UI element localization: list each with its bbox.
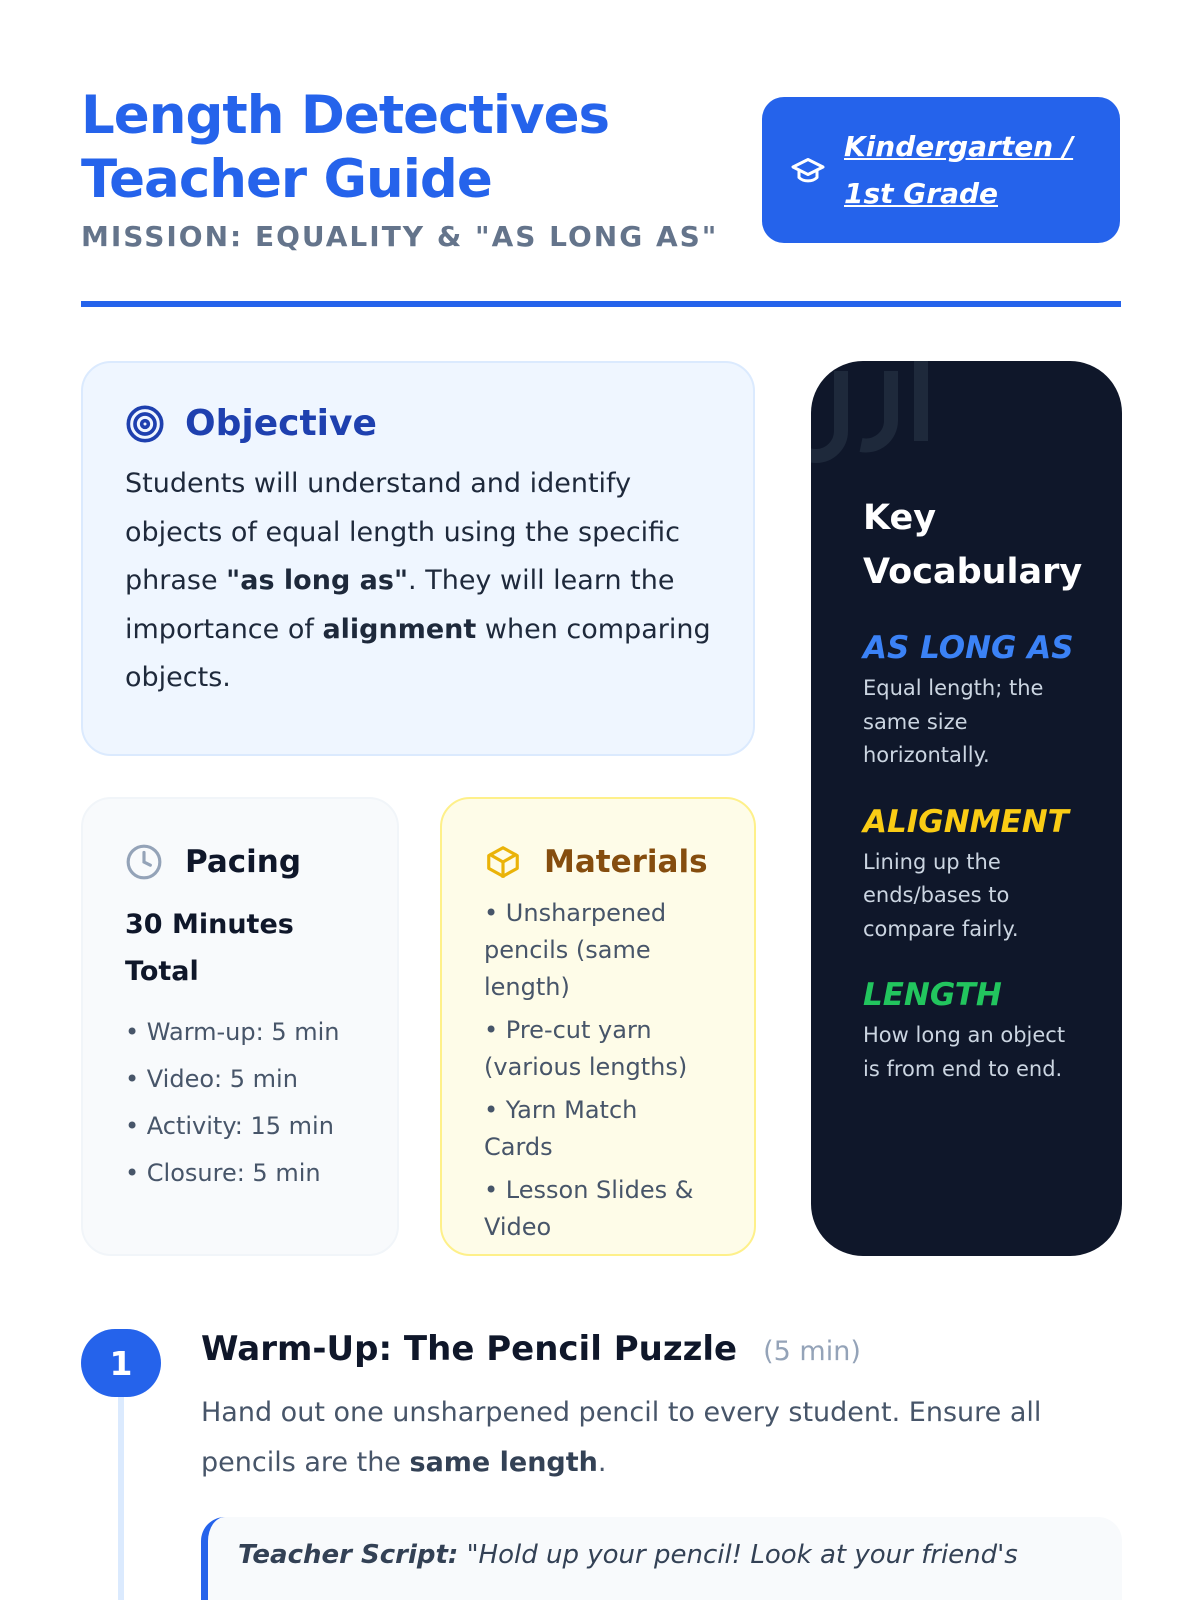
list-item: • Yarn Match Cards [484, 1096, 638, 1161]
step-desc-part: Hand out one unsharpened pencil to every student. Ensure all pencils are the [201, 1397, 1042, 1478]
step-desc-part: . [597, 1447, 607, 1478]
decorative-shape [811, 361, 971, 491]
objective-keyword: alignment [322, 613, 477, 645]
teacher-script-box [201, 1517, 1122, 1600]
vocab-term [863, 625, 1092, 773]
materials-card [440, 797, 756, 1256]
clock-icon [125, 843, 163, 881]
pacing-total: 30 Minutes Total [125, 909, 294, 987]
objective-phrase: "as long as" [226, 565, 409, 596]
vocab-term-definition: Lining up the ends/bases to compare fairly. [863, 849, 1019, 941]
target-icon [125, 404, 165, 444]
teacher-script-label: Teacher Script: [238, 1540, 459, 1570]
step-description [201, 1388, 1081, 1488]
vocab-term-name: LENGTH [863, 977, 1002, 1013]
objective-text-part: when comparing objects. [125, 613, 711, 693]
step-timeline-line [118, 1397, 124, 1600]
grade-line-2[interactable]: 1st Grade [844, 177, 998, 210]
page-subtitle: MISSION: EQUALITY & "AS LONG AS" [81, 220, 719, 253]
pacing-card [81, 797, 399, 1256]
materials-header [484, 843, 712, 881]
objective-title: Objective [185, 403, 377, 444]
grade-level-link[interactable] [762, 97, 1120, 243]
step-number-badge: 1 [81, 1329, 161, 1397]
vocab-term-name: AS LONG AS [863, 630, 1074, 666]
teacher-script [238, 1535, 1092, 1575]
objective-card [81, 361, 755, 756]
list-item: • Unsharpened pencils (same length) [484, 899, 667, 1001]
objective-text-part: Students will understand and identify objects of equal length using the specific phrase [125, 468, 681, 596]
list-item: • Video: 5 min [125, 1065, 298, 1093]
materials-title: Materials [544, 844, 708, 880]
pacing-list [125, 1009, 355, 1197]
objective-header [125, 403, 711, 444]
step-title-text: Warm-Up: The Pencil Puzzle [201, 1329, 738, 1369]
objective-text [125, 460, 711, 703]
vocab-term-name: ALIGNMENT [863, 803, 1069, 840]
list-item: • Activity: 15 min [125, 1112, 334, 1140]
pacing-header [125, 843, 355, 881]
vocab-term [863, 972, 1092, 1086]
objective-text-part: . They will learn the importance of [125, 565, 675, 645]
vocab-term-definition: Equal length; the same size horizontally. [863, 676, 1044, 767]
step-title [201, 1329, 861, 1369]
list-item: • Lesson Slides & Video [484, 1176, 694, 1241]
materials-list [484, 895, 712, 1246]
grade-line-1[interactable]: Kindergarten / [844, 130, 1074, 163]
list-item: • Closure: 5 min [125, 1159, 321, 1187]
vocab-term [863, 799, 1092, 947]
grade-level-text[interactable] [844, 123, 1094, 217]
step-desc-emphasis: same length [409, 1447, 598, 1478]
title-line-2: Teacher Guide [81, 149, 492, 210]
graduation-cap-icon [790, 152, 826, 188]
vocabulary-panel [811, 361, 1122, 1256]
vocab-term-definition: How long an object is from end to end. [863, 1023, 1066, 1081]
vocabulary-title: Key Vocabulary [863, 498, 1083, 592]
list-item: • Warm-up: 5 min [125, 1018, 340, 1046]
step-duration: (5 min) [763, 1336, 861, 1367]
box-icon [484, 843, 522, 881]
title-line-1: Length Detectives [81, 85, 610, 146]
header-divider [81, 301, 1121, 307]
pacing-title: Pacing [185, 844, 302, 880]
list-item: • Pre-cut yarn (various lengths) [484, 1016, 688, 1081]
teacher-script-text: "Hold up your pencil! Look at your friend's [458, 1540, 1018, 1570]
